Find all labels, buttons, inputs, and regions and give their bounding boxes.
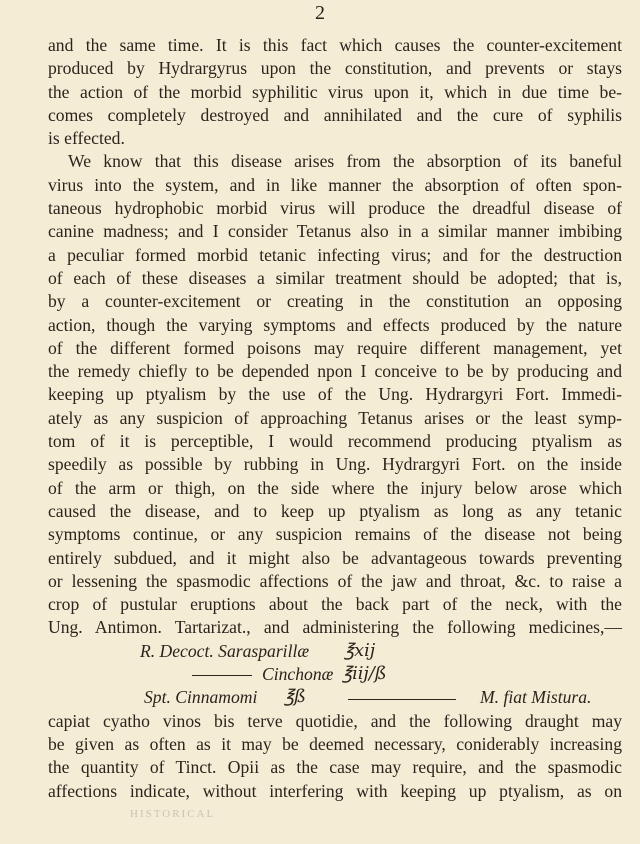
- prescription-line: [48, 686, 622, 709]
- prescription-quantity: ℥ß: [284, 687, 306, 708]
- text-line: of each of these diseases a similar treatment should be adopted; that is,: [48, 267, 622, 288]
- text-line: entirely subdued, and it might also be advantageous towards preventing: [48, 547, 622, 568]
- prescription: [48, 640, 622, 710]
- library-stamp: [130, 808, 360, 842]
- text-line: virus into the system, and in like manner the absorption of often spon-: [48, 174, 622, 195]
- text-line: comes completely destroyed and annihilated and the cure of syphilis: [48, 104, 622, 125]
- prescription-quantity: ℥iij/ß: [342, 664, 387, 685]
- text-line: canine madness; and I consider Tetanus also in a similar manner imbibing: [48, 221, 622, 242]
- text-line: produced by Hydrargyrus upon the constitution, and prevents or stays: [48, 58, 622, 79]
- text-line: taneous hydrophobic morbid virus will produce the dreadful disease of: [48, 198, 622, 219]
- prescription-quantity: ℥xij: [344, 640, 376, 661]
- text-line: is effected.: [48, 128, 125, 149]
- text-line: of the arm or thigh, on the side where the injury below arose which: [48, 477, 622, 498]
- text-line: ately as any suspicion of approaching Tetanus arises or the least symp-: [48, 407, 622, 428]
- paragraph: [48, 710, 622, 803]
- text-line: the remedy chiefly to be depended npon I conceive to be by producing and: [48, 361, 622, 382]
- text-line: symptoms continue, or any suspicion remains of the disease not being: [48, 524, 622, 545]
- text-line: caused the disease, and to keep up ptyalism as long as any tetanic: [48, 500, 622, 521]
- text-line: speedily as possible by rubbing in Ung. Hydrargyri Fort. on the inside: [48, 454, 622, 475]
- prescription-item: Spt. Cinnamomi: [144, 687, 258, 708]
- ditto-dash: [192, 663, 252, 686]
- text-line: capiat cyatho vinos bis terve quotidie, and the following draught may: [48, 710, 622, 731]
- ditto-dash: [348, 686, 456, 709]
- text-line: keeping up ptyalism by the use of the Ung. Hydrargyri Fort. Immedi-: [48, 384, 622, 405]
- text-line: by a counter-excitement or creating in the constitution an opposing: [48, 291, 622, 312]
- text-line: action, though the varying symptoms and effects produced by the nature: [48, 314, 622, 335]
- prescription-item: R. Decoct. Sarasparillæ: [140, 640, 310, 661]
- stamp-text: HISTORICAL: [130, 808, 216, 820]
- text-line: Ung. Antimon. Tartarizat., and administering the following medicines,—: [48, 617, 622, 638]
- prescription-line: [48, 663, 622, 686]
- text-line: or lessening the spasmodic affections of the jaw and throat, &c. to raise a: [48, 570, 622, 591]
- text-line: a peculiar formed morbid tetanic infecting virus; and for the destruction: [48, 244, 622, 265]
- text-line: We know that this disease arises from the absorption of its baneful: [68, 151, 622, 172]
- text-line: tom of it is perceptible, I would recommend producing ptyalism as: [48, 431, 622, 452]
- text-line: and the same time. It is this fact which causes the counter-excitement: [48, 35, 622, 55]
- prescription-line: [48, 640, 622, 663]
- text-line: the quantity of Tinct. Opii as the case may require, and the spasmodic: [48, 757, 622, 778]
- text-line: affections indicate, without interfering with keeping up ptyalism, as on: [48, 780, 622, 801]
- text-line: crop of pustular eruptions about the back part of the neck, with the: [48, 594, 622, 615]
- page-number: 2: [315, 2, 325, 24]
- prescription-item: Cinchonæ: [262, 664, 334, 685]
- paragraph: [48, 34, 622, 150]
- text-line: be given as often as it may be deemed necessary, coniderably increasing: [48, 733, 622, 754]
- paragraph: [48, 150, 622, 639]
- body-text: [48, 34, 622, 803]
- prescription-direction: M. fiat Mistura.: [480, 687, 592, 708]
- text-line: of the different formed poisons may require different management, yet: [48, 337, 622, 358]
- text-line: the action of the morbid syphilitic virus upon it, which in due time be-: [48, 81, 622, 102]
